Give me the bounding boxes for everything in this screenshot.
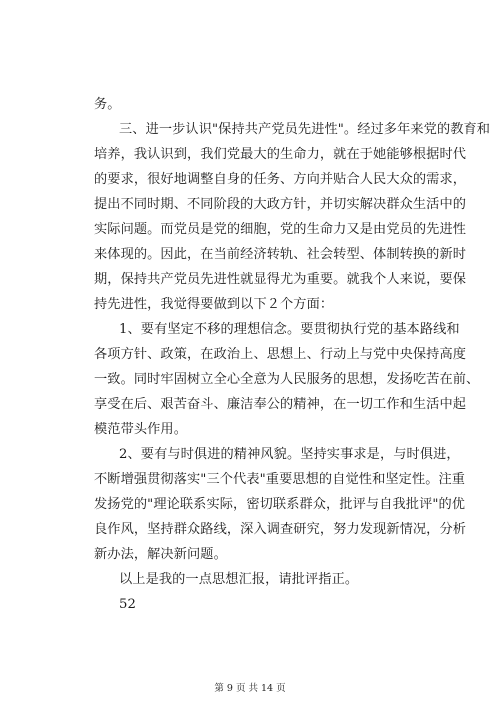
text-line-16: 不断增强贯彻落实"三个代表"重要思想的自觉性和坚定性。注重 bbox=[94, 472, 466, 487]
page-footer: 第 9 页 共 14 页 bbox=[214, 683, 286, 694]
text-line-5: 提出不同时期、不同阶段的大政方针，并切实解决群众生活中的 bbox=[94, 197, 467, 212]
text-line-11: 各项方针、政策，在政治上、思想上、行动上与党中央保持高度 bbox=[94, 347, 467, 362]
text-line-18: 良作风，坚持群众路线，深入调查研究，努力发现新情况，分析 bbox=[94, 522, 467, 537]
text-line-17: 发扬党的"理论联系实际，密切联系群众，批评与自我批评"的优 bbox=[94, 497, 466, 512]
text-line-12: 一致。同时牢固树立全心全意为人民服务的思想，发扬吃苦在前、 bbox=[94, 372, 480, 387]
text-line-8: 期，保持共产党员先进性就显得尤为重要。就我个人来说，要保 bbox=[94, 272, 467, 287]
document-body bbox=[94, 92, 491, 617]
text-line-4: 的要求，很好地调整自身的任务、方向并贴合人民大众的需求， bbox=[94, 172, 467, 187]
text-line-21: 52 bbox=[119, 597, 136, 612]
text-line-13: 享受在后、艰苦奋斗、廉洁奉公的精神，在一切工作和生活中起 bbox=[94, 397, 467, 412]
text-line-3: 培养，我认识到，我们党最大的生命力，就在于她能够根据时代 bbox=[94, 147, 467, 162]
text-line-15: 2、要有与时俱进的精神风貌。坚持实事求是，与时俱进， bbox=[119, 447, 460, 462]
text-line-19: 新办法，解决新问题。 bbox=[94, 547, 227, 562]
text-line-14: 模范带头作用。 bbox=[94, 422, 188, 437]
text-line-2: 三、进一步认识"保持共产党员先进性"。经过多年来党的教育和 bbox=[119, 122, 491, 137]
text-line-7: 来体现的。因此，在当前经济转轨、社会转型、体制转换的新时 bbox=[94, 247, 467, 262]
text-line-1: 务。 bbox=[94, 97, 121, 112]
text-line-6: 实际问题。而党员是党的细胞，党的生命力又是由党员的先进性 bbox=[94, 222, 467, 237]
text-line-20: 以上是我的一点思想汇报，请批评指正。 bbox=[119, 572, 359, 587]
text-line-10: 1、要有坚定不移的理想信念。要贯彻执行党的基本路线和 bbox=[119, 322, 460, 337]
text-line-9: 持先进性，我觉得要做到以下２个方面： bbox=[94, 297, 334, 312]
